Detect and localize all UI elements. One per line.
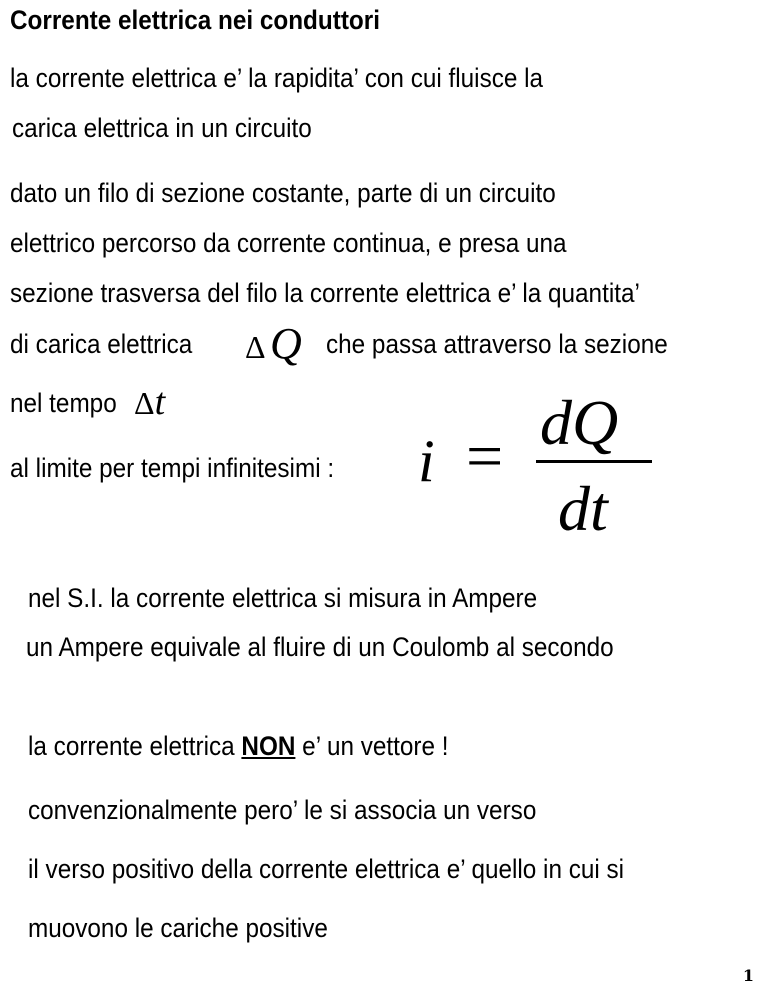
convention-line-1: convenzionalmente pero’ le si associa un verso [28,795,537,825]
formula-lhs: i [418,428,435,494]
delta-symbol: Δ [245,329,266,365]
definition-line-3: sezione trasversa del filo la corrente elettrica e’ la quantita’ [10,278,640,308]
vector-before: la corrente elettrica [28,731,235,761]
charge-variable: Q [270,319,302,368]
formula-equals: = [466,420,504,493]
convention-line-2: il verso positivo della corrente elettrica e’ quello in cui si [28,854,625,884]
units-line-2: un Ampere equivale al fluire di un Coulomb al secondo [26,632,614,662]
formula-denominator: dt [558,473,608,544]
delta-symbol-2: Δ [134,385,155,421]
definition-line-1: dato un filo di sezione costante, parte di un circuito [10,178,556,208]
delta-t-symbol [134,380,165,424]
current-formula [418,387,658,544]
vector-statement [28,730,449,762]
fraction-bar [536,460,652,463]
definition-line-4-before: di carica elettrica [10,329,193,359]
page-number: 1 [742,966,754,985]
page-title: Corrente elettrica nei conduttori [10,5,380,35]
intro-line-2: carica elettrica in un circuito [12,113,312,143]
units-line-1: nel S.I. la corrente elettrica si misura in Ampere [28,583,538,613]
definition-line-5: nel tempo [10,388,117,418]
intro-line-1: la corrente elettrica e’ la rapidita’ con cui fluisce la [10,63,544,93]
vector-emphasis: NON [241,731,296,761]
definition-line-6: al limite per tempi infinitesimi : [10,453,335,483]
formula-numerator: dQ [540,387,619,458]
definition-line-2: elettrico percorso da corrente continua, e presa una [10,228,567,258]
time-variable: t [154,381,166,423]
delta-q-symbol [245,318,302,369]
convention-line-3: muovono le cariche positive [28,913,328,943]
definition-line-4-after: che passa attraverso la sezione [326,329,668,359]
vector-after: e’ un vettore ! [302,731,449,761]
